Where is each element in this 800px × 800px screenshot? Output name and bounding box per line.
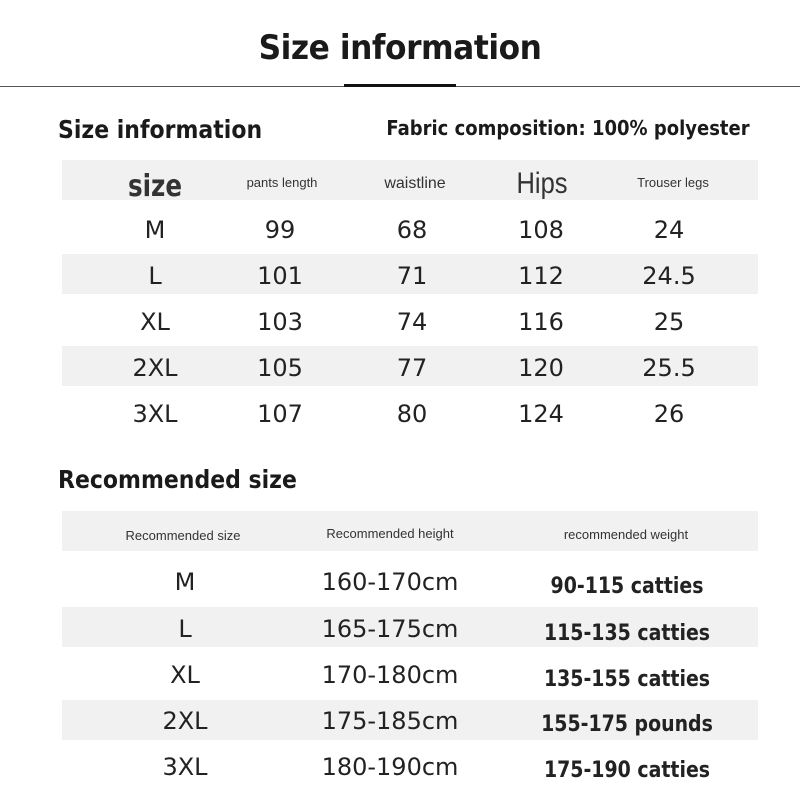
size-header-size: size [127,168,183,204]
recommend-cell-weight: 155-175 pounds [541,711,713,737]
size-cell-trouser-legs: 25.5 [642,354,696,382]
recommend-cell-height: 160-170cm [321,568,459,596]
size-cell-size: L [148,262,162,290]
size-cell-hips: 112 [518,262,564,290]
recommend-cell-height: 175-185cm [321,707,459,735]
size-cell-trouser-legs: 25 [653,308,685,336]
recommend-header-height: Recommended height [326,525,454,541]
size-cell-size: XL [140,308,170,336]
recommend-cell-size: 3XL [162,753,208,781]
title-underline-accent [344,84,456,87]
size-cell-waistline: 68 [396,216,428,244]
size-header-trouser-legs: Trouser legs [637,174,709,190]
size-cell-waistline: 74 [396,308,428,336]
size-cell-hips: 108 [518,216,564,244]
recommend-header-size: Recommended size [125,527,241,543]
recommend-header-weight: recommended weight [563,526,689,542]
size-table-title: Size information [58,115,263,144]
size-cell-size: M [144,216,166,244]
size-header-hips: Hips [516,167,568,200]
recommend-cell-size: M [174,568,196,596]
size-cell-hips: 120 [518,354,564,382]
recommend-cell-height: 180-190cm [321,753,459,781]
recommend-table-title: Recommended size [58,465,297,494]
size-cell-size: 3XL [132,400,178,428]
size-cell-trouser-legs: 26 [653,400,685,428]
size-cell-hips: 116 [518,308,564,336]
page-title: Size information [258,28,542,68]
size-cell-pants-length: 99 [264,216,296,244]
recommend-cell-weight: 115-135 catties [543,620,711,646]
recommend-cell-size: 2XL [162,707,208,735]
recommend-cell-height: 170-180cm [321,661,459,689]
fabric-composition: Fabric composition: 100% polyester [386,116,750,140]
size-cell-trouser-legs: 24.5 [642,262,696,290]
size-cell-pants-length: 101 [257,262,303,290]
size-header-waistline: waistline [384,175,446,192]
size-cell-pants-length: 107 [257,400,303,428]
recommend-cell-weight: 135-155 catties [543,666,711,692]
size-cell-pants-length: 105 [257,354,303,382]
recommend-cell-size: L [178,615,192,643]
size-cell-hips: 124 [518,400,564,428]
recommend-cell-weight: 90-115 catties [550,573,704,599]
size-cell-trouser-legs: 24 [653,216,685,244]
size-cell-size: 2XL [132,354,178,382]
size-cell-waistline: 71 [396,262,428,290]
size-cell-waistline: 80 [396,400,428,428]
recommend-cell-height: 165-175cm [321,615,459,643]
size-cell-waistline: 77 [396,354,428,382]
size-header-pants-length: pants length [246,174,318,190]
size-cell-pants-length: 103 [257,308,303,336]
recommend-cell-weight: 175-190 catties [543,757,711,783]
recommend-cell-size: XL [170,661,200,689]
